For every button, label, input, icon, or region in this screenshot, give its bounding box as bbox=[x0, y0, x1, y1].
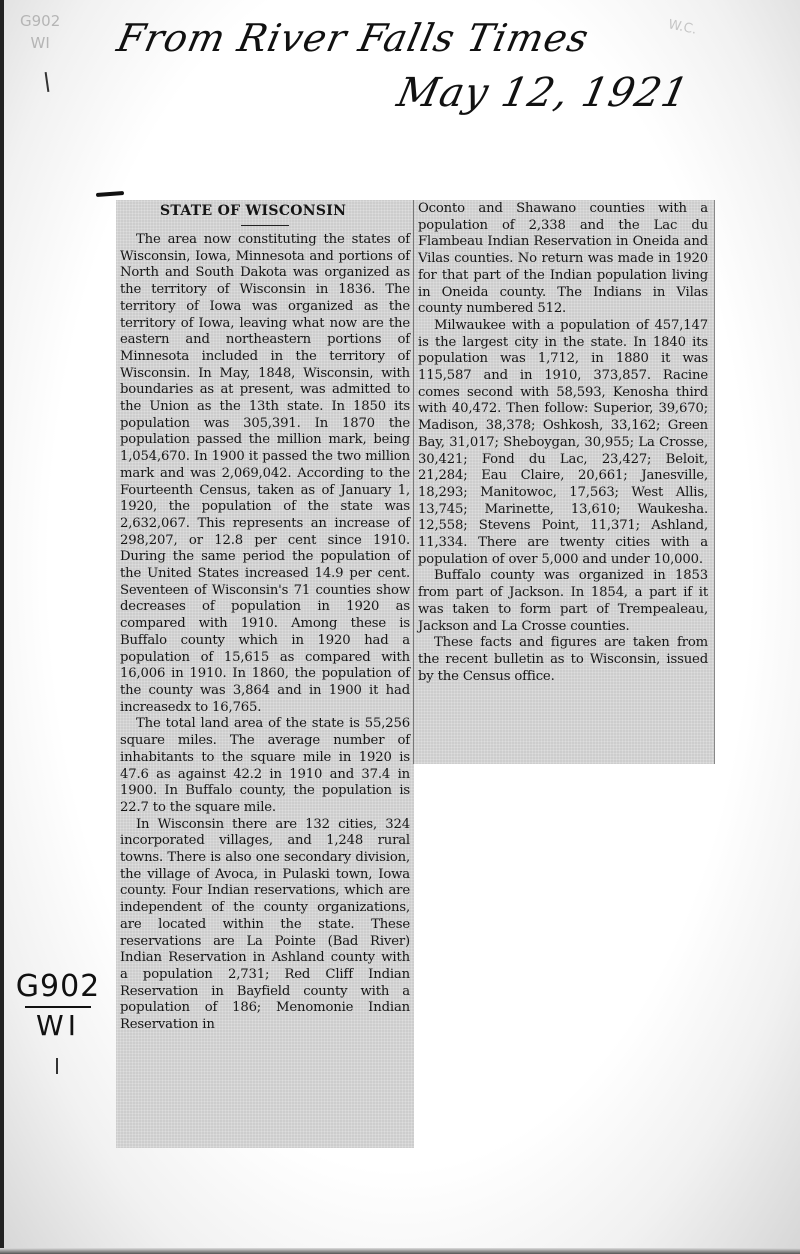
faint-right-annotation: W.C. bbox=[666, 17, 698, 38]
article-paragraph: The area now constituting the states of Wisconsin, Iowa, Minnesota and portions of North and South Dakota was organized as the territory of Wisconsin in 1836. The territory of Iowa was organized as the territory of Iowa, leaving what now are the eastern and northeastern portions of Minnesota included in the territory of Wisconsin. In May, 1848, Wisconsin, with boundaries as at present, was admitted to the Union as the 13th state. In 1850 its population was 305,391. In 1870 the population passed the million mark, being 1,054,670. In 1900 it passed the two million mark and was 2,069,042. According to the Fourteenth Census, taken as of January 1, 1920, the population of the state was 2,632,067. This represents an increase of 298,207, or 12.8 per cent since 1910. During the same period the population of the United States increased 14.9 per cent. Seventeen of Wisconsin's 71 counties show decreases of population in 1920 as compared with 1910. Among these is Buffalo county which in 1920 had a population of 15,615 as compared with 16,006 in 1910. In 1860, the population of the county was 3,864 and in 1900 it had increasedx to 16,765. bbox=[120, 232, 410, 715]
stamp-divider bbox=[25, 1006, 91, 1008]
article-paragraph: Buffalo county was organized in 1853 from part of Jackson. In 1854, a part if it was taken to form part of Trempealeau, Jackson and La Crosse counties. bbox=[418, 568, 708, 634]
pencil-tick-mark bbox=[45, 72, 50, 92]
article-paragraph: These facts and figures are taken from the recent bulletin as to Wisconsin, issued by the Census office. bbox=[418, 635, 708, 684]
handwritten-date: May 12, 1921 bbox=[393, 70, 694, 116]
stamp-state: WI bbox=[36, 1009, 80, 1042]
scan-edge-bottom bbox=[0, 1248, 800, 1254]
article-headline: STATE OF WISCONSIN bbox=[160, 203, 347, 219]
stamp-tick-mark bbox=[56, 1058, 58, 1074]
ink-dash-mark bbox=[96, 191, 124, 197]
faint-corner-annotation bbox=[20, 10, 60, 54]
article-left-column bbox=[120, 201, 410, 1034]
scan-edge-left bbox=[0, 0, 4, 1254]
stamp-code: G902 bbox=[15, 969, 101, 1004]
article-paragraph: Oconto and Shawano counties with a population of 2,338 and the Lac du Flambeau Indian Reservation in Oneida and Vilas counties. No return was made in 1920 for that part of the Indian population living in Oneida county. The Indians in Vilas county numbered 512. bbox=[418, 201, 708, 317]
faint-corner-code: G902 bbox=[20, 12, 61, 30]
article-paragraph: In Wisconsin there are 132 cities, 324 incorporated villages, and 1,248 rural towns. There is also one secondary division, the village of Avoca, in Pulaski town, Iowa county. Four Indian reservations, which are independent of the county organizations, are located within the state. These reservations are La Pointe (Bad River) Indian Reservation in Ashland county with a population 2,731; Red Cliff Indian Reservation in Bayfield county with a population of 186; Menomonie Indian Reservation in bbox=[120, 816, 410, 1033]
article-right-column bbox=[418, 201, 708, 685]
article-paragraph: Milwaukee with a population of 457,147 is the largest city in the state. In 1840 its population was 1,712, in 1880 it was 115,587 and in 1910, 373,857. Racine comes second with 58,593, Kenosha third with 40,472. Then follow: Superior, 39,670; Madison, 38,378; Oshkosh, 33,162; Green Bay, 31,017; Sheboygan, 30,955; La Crosse, 30,421; Fond du Lac, 23,427; Beloit, 21,284; Eau Claire, 20,661; Janesville, 18,293; Manitowoc, 17,563; West Allis, 13,745; Marinette, 13,610; Waukesha. 12,558; Stevens Point, 11,371; Ashland, 11,334. There are twenty cities with a population of over 5,000 and under 10,000. bbox=[418, 317, 708, 567]
article-paragraph: The total land area of the state is 55,256 square miles. The average number of inhabitants to the square mile in 1920 is 47.6 as against 42.2 in 1910 and 37.4 in 1900. In Buffalo county, the population is 22.7 to the square mile. bbox=[120, 716, 410, 815]
catalog-stamp bbox=[8, 970, 108, 1042]
handwritten-source: From River Falls Times bbox=[113, 16, 594, 60]
faint-corner-state: WI bbox=[30, 34, 50, 52]
headline-rule bbox=[241, 225, 289, 226]
